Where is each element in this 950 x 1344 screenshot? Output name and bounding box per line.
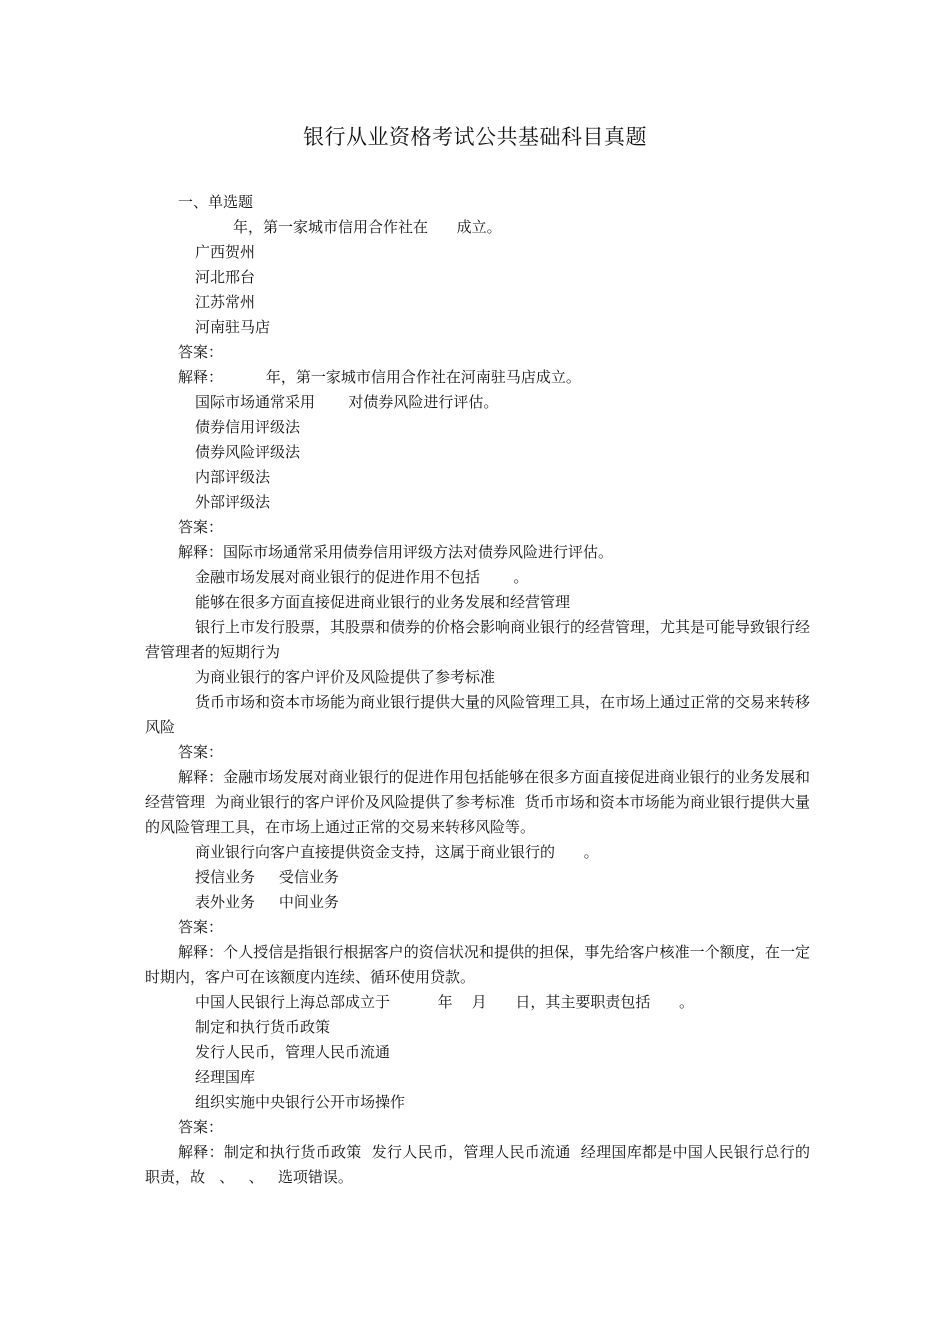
question-4-options-cd: 表外业务 中间业务 (195, 893, 339, 911)
question-5-option-b: 发行人民币，管理人民币流通 (195, 1043, 391, 1061)
document-body (145, 190, 810, 1190)
question-1-option-d: 河南驻马店 (195, 318, 271, 336)
question-5-option-c: 经理国库 (195, 1068, 256, 1086)
question-3-option-b: 银行上市发行股票，其股票和债券的价格会影响商业银行的经营管理，尤其是可能导致银行经营管理者的短期行为 (145, 618, 811, 661)
question-3-stem: 金融市场发展对商业银行的促进作用不包括 。 (195, 568, 529, 586)
question-2-explanation: 解释：国际市场通常采用债券信用评级方法对债券风险进行评估。 (178, 543, 614, 561)
document-title: 银行从业资格考试公共基础科目真题 (303, 125, 647, 149)
question-3-explanation: 解释：金融市场发展对商业银行的促进作用包括能够在很多方面直接促进商业银行的业务发展和经营管理 为商业银行的客户评价及风险提供了参考标准 货币市场和资本市场能为商业银行提供大量的风险管理工具，在市场上通过正常的交易来转移风险等。 (145, 768, 810, 836)
question-4-stem: 商业银行向客户直接提供资金支持，这属于商业银行的 。 (195, 843, 599, 861)
question-2-option-c: 内部评级法 (195, 468, 271, 486)
question-4-explanation: 解释：个人授信是指银行根据客户的资信状况和提供的担保，事先给客户核准一个额度，在一定时期内，客户可在该额度内连续、循环使用贷款。 (145, 943, 810, 986)
question-3-option-d: 货币市场和资本市场能为商业银行提供大量的风险管理工具，在市场上通过正常的交易来转移风险 (145, 693, 811, 736)
question-1-explanation: 解释： 年，第一家城市信用合作社在河南驻马店成立。 (178, 368, 581, 386)
question-5-option-a: 制定和执行货币政策 (195, 1018, 331, 1036)
question-5-option-d: 组织实施中央银行公开市场操作 (195, 1093, 406, 1111)
question-2-answer: 答案： (178, 518, 224, 536)
question-5-stem: 中国人民银行上海总部成立于 年 月 日，其主要职责包括 。 (195, 993, 694, 1011)
question-3-option-a: 能够在很多方面直接促进商业银行的业务发展和经营管理 (195, 593, 571, 611)
question-1-answer: 答案： (178, 343, 224, 361)
question-2-option-a: 债券信用评级法 (195, 418, 301, 436)
question-3-option-c: 为商业银行的客户评价及风险提供了参考标准 (195, 668, 496, 686)
question-4-answer: 答案： (178, 918, 224, 936)
question-4-options-ab: 授信业务 受信业务 (195, 868, 339, 886)
question-2-option-b: 债券风险评级法 (195, 443, 301, 461)
question-1-stem: 年，第一家城市信用合作社在 成立。 (233, 218, 502, 236)
section-heading: 一、单选题 (178, 193, 254, 211)
question-1-option-b: 河北邢台 (195, 268, 256, 286)
question-5-explanation: 解释：制定和执行货币政策 发行人民币，管理人民币流通 经理国库都是中国人民银行总行的职责，故 、 、 选项错误。 (145, 1143, 810, 1186)
question-3-answer: 答案： (178, 743, 224, 761)
question-2-stem: 国际市场通常采用 对债券风险进行评估。 (195, 393, 499, 411)
question-5-answer: 答案： (178, 1118, 224, 1136)
question-1-option-c: 江苏常州 (195, 293, 256, 311)
question-1-option-a: 广西贺州 (195, 243, 256, 261)
question-2-option-d: 外部评级法 (195, 493, 271, 511)
